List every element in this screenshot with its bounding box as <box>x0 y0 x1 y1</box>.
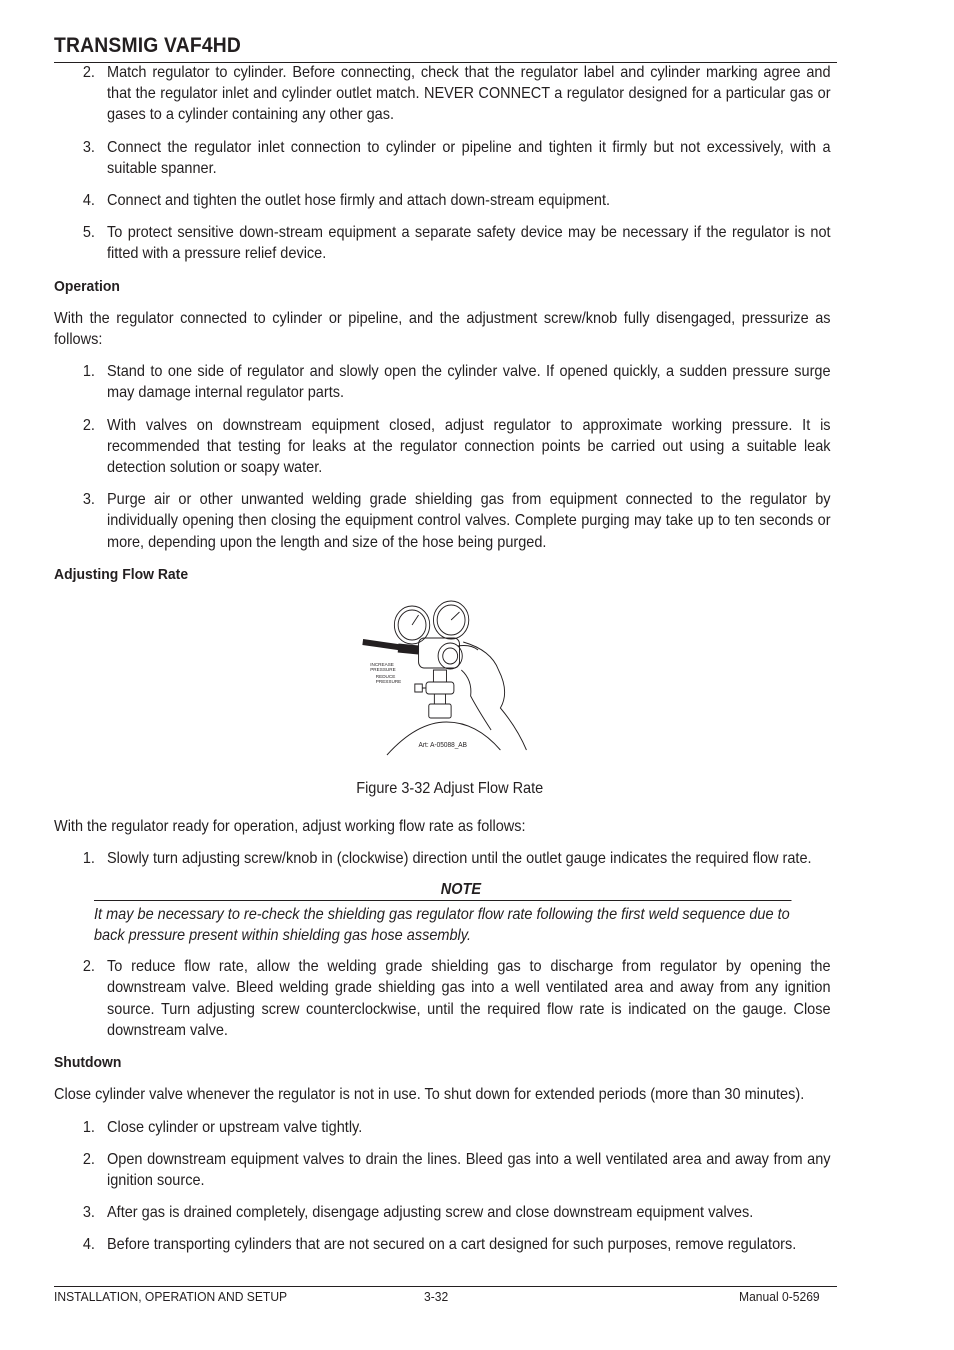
list-text: To protect sensitive down-stream equipment a separate safety device may be necessary if the regulator is not fitted with a pressure relief device. <box>107 224 831 263</box>
note-rule <box>94 900 792 901</box>
list-number: 2. <box>82 64 95 81</box>
list-item <box>54 1117 831 1138</box>
list-text: Close cylinder or upstream valve tightly. <box>107 1118 363 1136</box>
figure-adjust-flow-rate <box>54 596 831 774</box>
list-number: 3. <box>82 138 95 156</box>
note-text: It may be necessary to re-check the shielding gas regulator flow rate following the first weld sequence due to back pressure present within shielding gas hose assembly. <box>93 905 790 945</box>
regulator-illustration <box>361 600 528 760</box>
note-title: NOTE <box>440 880 482 898</box>
list-number: 5. <box>82 224 95 242</box>
list-item <box>54 489 831 553</box>
label-increase-2: PRESSURE <box>370 667 396 674</box>
list-text: Purge air or other unwanted welding grade shielding gas from equipment connected to the regulator by individually opening then closing the equipment control valves. Complete purging may take up to ten seconds or more, depending upon the length and size of the hose being purged. <box>107 491 831 551</box>
list-item <box>54 848 831 869</box>
footer-manual-number: Manual 0-5269 <box>739 1289 820 1304</box>
footer-rule <box>54 1286 837 1287</box>
list-text: Before transporting cylinders that are not secured on a cart designed for such purposes, remove regulators. <box>107 1236 797 1254</box>
list-number: 1. <box>82 363 95 381</box>
list-text: Connect and tighten the outlet hose firmly and attach down-stream equipment. <box>107 192 611 210</box>
figure-caption: Figure 3-32 Adjust Flow Rate <box>356 780 544 798</box>
list-text: Open downstream equipment valves to drain the lines. Bleed gas into a well ventilated area and away from any ignition source. <box>107 1150 831 1189</box>
list-item <box>54 361 831 403</box>
label-increase-1: INCREASE <box>370 662 394 669</box>
list-item <box>54 190 831 211</box>
list-number: 4. <box>82 192 95 210</box>
list-text: Connect the regulator inlet connection to cylinder or pipeline and tighten it firmly but not excessively, with a suitable spanner. <box>107 138 831 177</box>
footer-page-number: 3-32 <box>424 1289 449 1304</box>
list-text: With valves on downstream equipment closed, adjust regulator to approximate working pressure. It is recommended that testing for leaks at the regulator connection points be carried out using a suitable leak detection solution or soapy water. <box>107 416 831 477</box>
list-number: 4. <box>82 1236 95 1254</box>
list-text: Slowly turn adjusting screw/knob in (clockwise) direction until the outlet gauge indicates the required flow rate. <box>107 850 812 868</box>
section-heading-shutdown: Shutdown <box>54 1054 122 1072</box>
list-number: 1. <box>82 1118 95 1136</box>
list-item <box>54 1149 831 1191</box>
flow-rate-intro: With the regulator ready for operation, adjust working flow rate as follows: <box>54 818 526 836</box>
label-reduce-2: PRESSURE <box>375 679 402 686</box>
label-reduce-1: REDUCE <box>375 674 396 681</box>
footer-section-name: INSTALLATION, OPERATION AND SETUP <box>54 1289 288 1304</box>
list-text: Match regulator to cylinder. Before connecting, check that the regulator label and cylinder marking agree and that the regulator inlet and cylinder outlet match. NEVER CONNECT a regulator designed for a particular gas or gases to a cylinder containing any other gas. <box>107 64 831 124</box>
list-text: After gas is drained completely, disengage adjusting screw and close downstream equipment valves. <box>107 1204 754 1222</box>
list-text: Stand to one side of regulator and slowly open the cylinder valve. If opened quickly, a sudden pressure surge may damage internal regulator parts. <box>107 363 831 402</box>
art-code: Art: A-05088_AB <box>418 741 468 750</box>
section-heading-flow-rate: Adjusting Flow Rate <box>54 565 189 583</box>
list-item <box>54 1202 831 1223</box>
page-content <box>54 62 831 1267</box>
document-title: TRANSMIG VAF4HD <box>54 34 242 57</box>
list-item <box>54 1234 831 1255</box>
list-number: 3. <box>82 491 95 509</box>
list-number: 2. <box>82 416 95 434</box>
operation-intro: With the regulator connected to cylinder or pipeline, and the adjustment screw/knob fully disengaged, pressurize as follows: <box>54 309 831 349</box>
section-heading-operation: Operation <box>54 277 120 295</box>
shutdown-intro: Close cylinder valve whenever the regulator is not in use. To shut down for extended periods (more than 30 minutes). <box>54 1086 805 1104</box>
list-item <box>54 137 831 179</box>
list-item <box>54 222 831 264</box>
list-item <box>54 956 831 1041</box>
list-item <box>54 62 831 126</box>
list-number: 3. <box>82 1204 95 1222</box>
list-text: To reduce flow rate, allow the welding grade shielding gas to discharge from regulator by opening the downstream valve. Bleed welding grade shielding gas into a well ventilated area and away from any ignition source. Turn adjusting screw counterclockwise, until the required flow rate is indicated on the gauge. Close downstream valve. <box>107 958 831 1039</box>
list-number: 2. <box>82 1150 95 1168</box>
list-item <box>54 415 831 479</box>
list-number: 2. <box>82 958 95 976</box>
list-number: 1. <box>82 850 95 868</box>
